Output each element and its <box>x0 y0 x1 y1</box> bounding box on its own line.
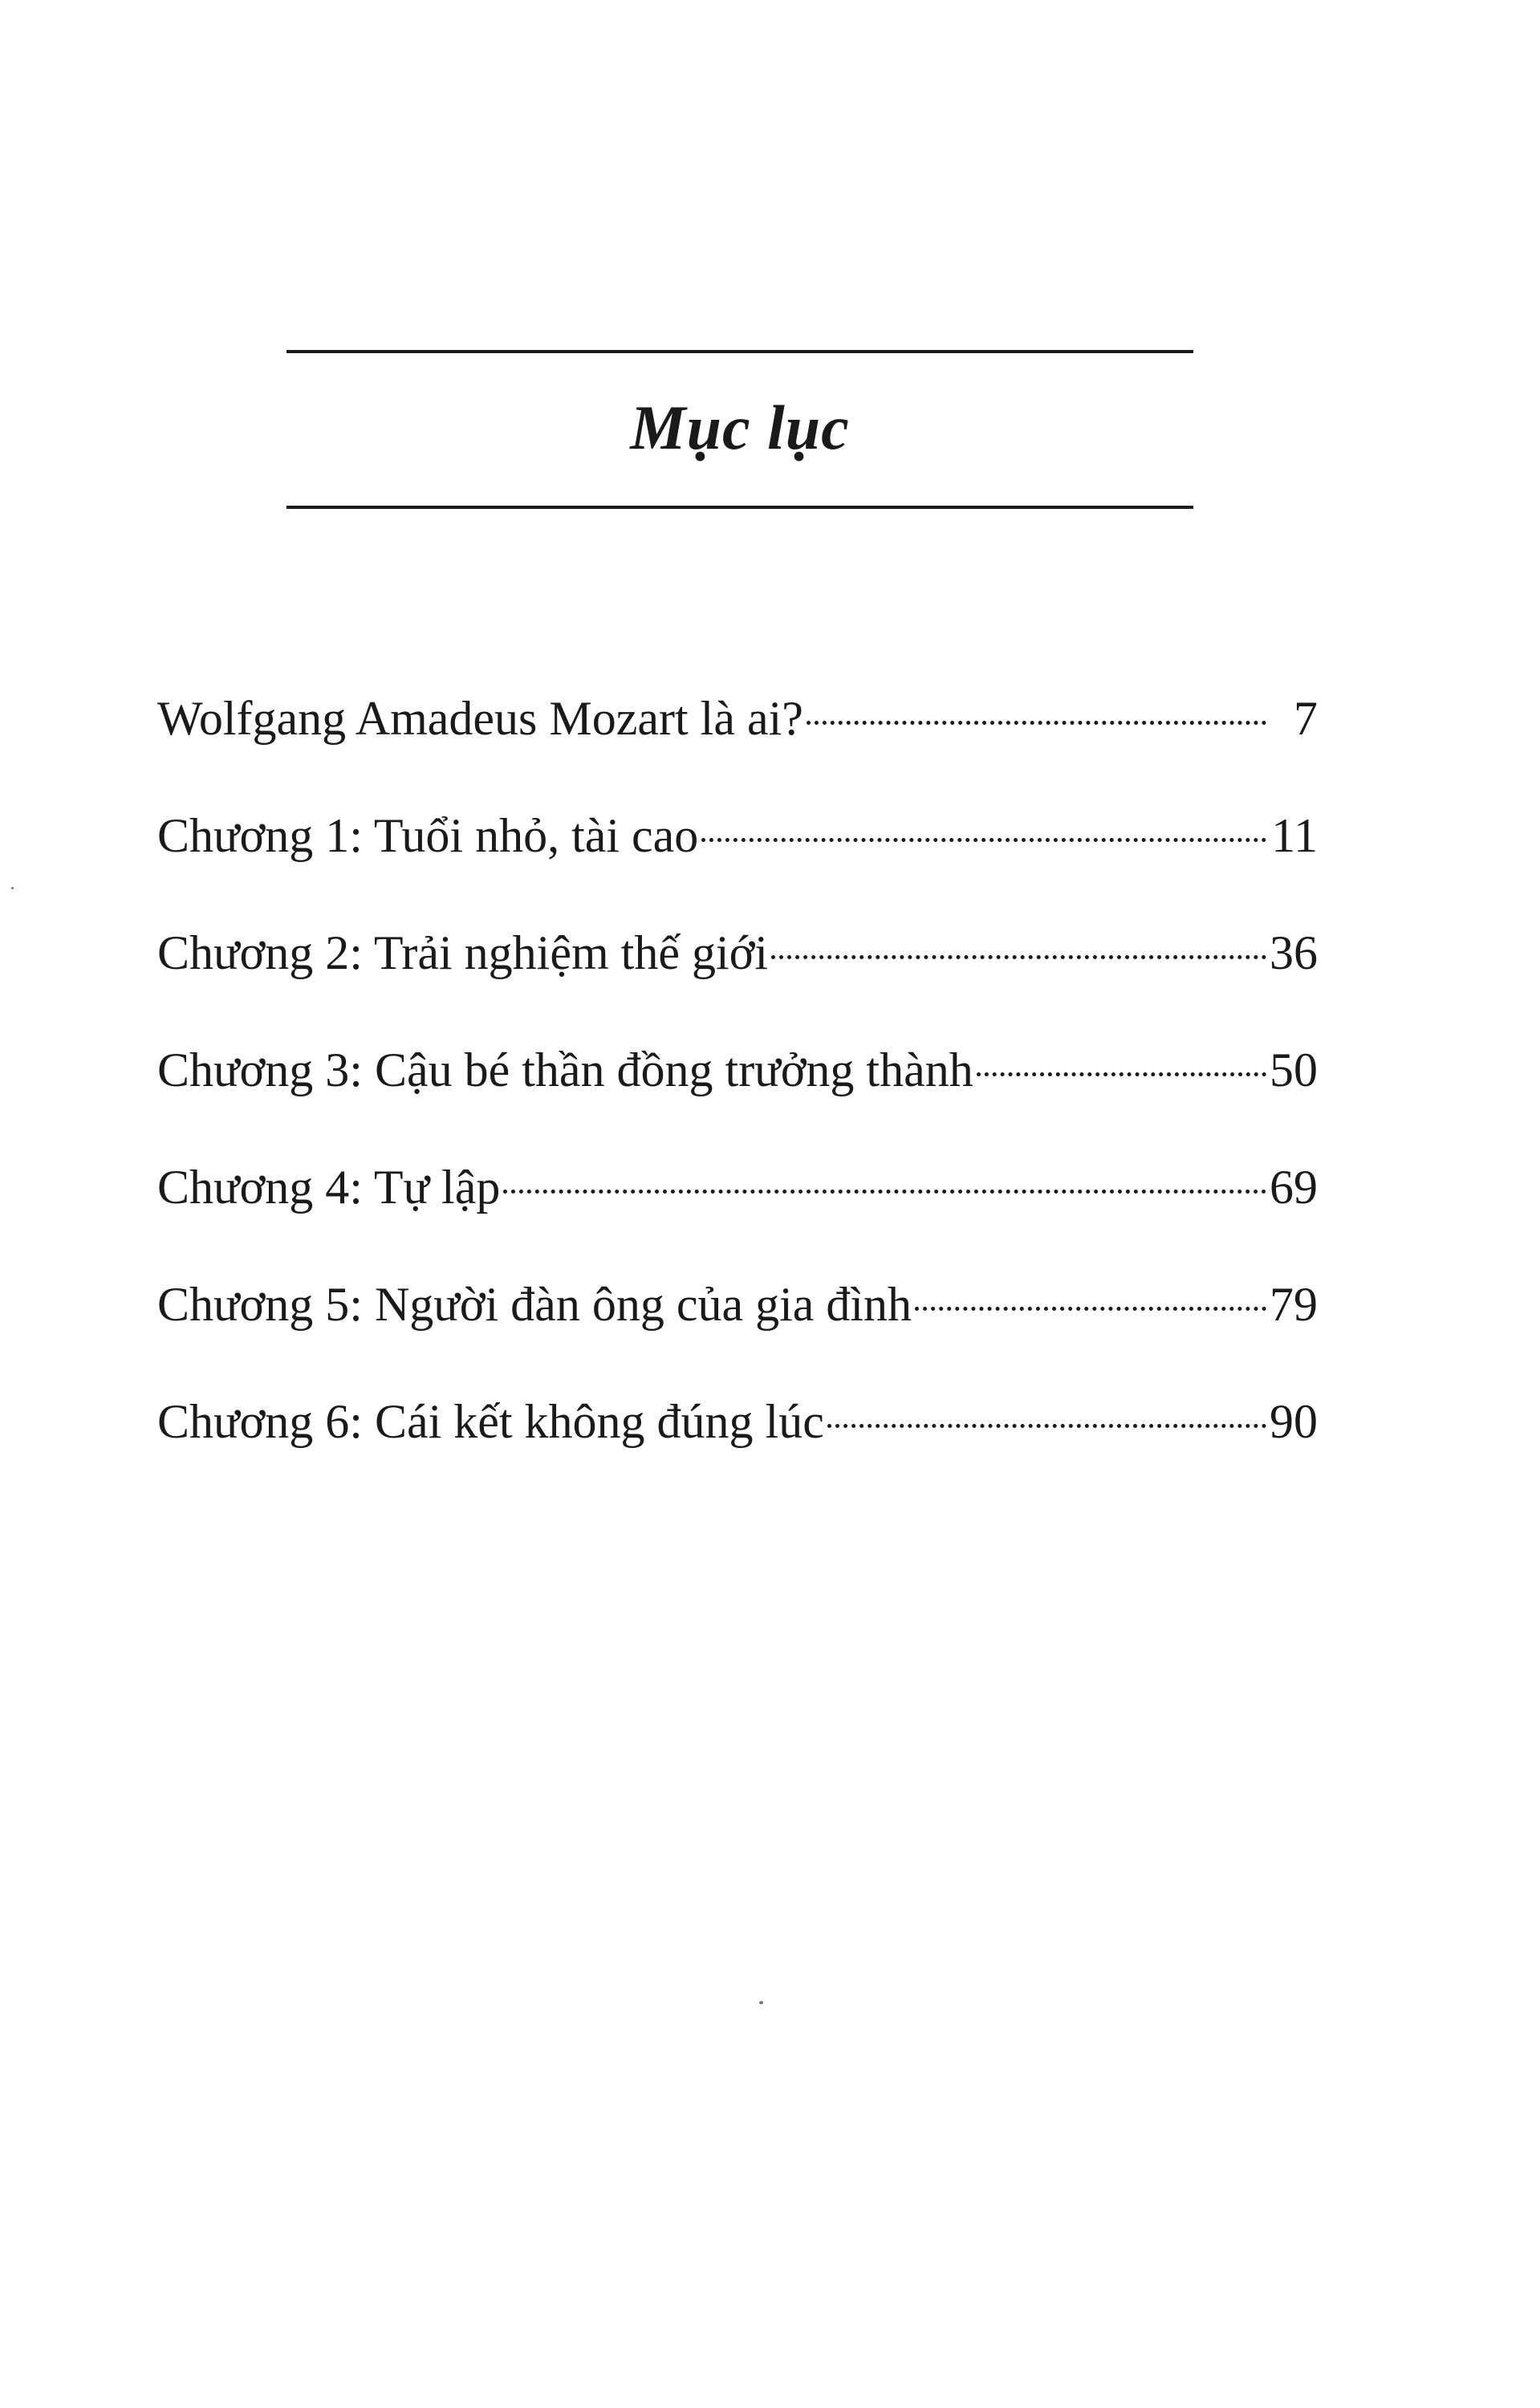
toc-entry-label: Chương 3: Cậu bé thần đồng trưởng thành <box>157 1043 973 1096</box>
toc-entry-page: 79 <box>1270 1278 1318 1331</box>
toc-entry-label: Chương 2: Trải nghiệm thế giới <box>157 926 769 979</box>
toc-entry-page: 90 <box>1270 1395 1318 1448</box>
toc-entry-label: Wolfgang Amadeus Mozart là ai? <box>157 692 803 745</box>
toc-leader-dots <box>807 721 1266 725</box>
toc-entry-page: 69 <box>1270 1161 1318 1214</box>
toc-entry[interactable] <box>157 1381 1318 1499</box>
toc-entry-label: Chương 1: Tuổi nhỏ, tài cao <box>157 809 699 862</box>
toc-entry-page: 11 <box>1271 809 1318 862</box>
title-rule-bottom <box>286 506 1193 509</box>
toc-entry[interactable] <box>157 795 1318 913</box>
toc-entry-label: Chương 6: Cái kết không đúng lúc <box>157 1395 824 1448</box>
paper-speck <box>11 887 14 889</box>
toc-entry-page: 7 <box>1294 692 1318 745</box>
table-of-contents <box>157 678 1318 1499</box>
page-title: Mục lục <box>630 393 850 462</box>
toc-leader-dots <box>701 838 1266 842</box>
toc-leader-dots <box>827 1424 1266 1428</box>
toc-entry[interactable] <box>157 913 1318 1030</box>
title-rule-top <box>286 350 1193 353</box>
toc-entry[interactable] <box>157 678 1318 795</box>
toc-leader-dots <box>977 1072 1266 1076</box>
toc-entry-page: 50 <box>1270 1043 1318 1096</box>
toc-leader-dots <box>503 1190 1266 1194</box>
toc-entry[interactable] <box>157 1264 1318 1381</box>
paper-speck <box>759 2001 763 2004</box>
toc-entry-label: Chương 5: Người đàn ông của gia đình <box>157 1278 912 1331</box>
toc-entry-label: Chương 4: Tự lập <box>157 1161 501 1214</box>
toc-leader-dots <box>771 955 1266 959</box>
toc-entry[interactable] <box>157 1030 1318 1147</box>
toc-leader-dots <box>915 1307 1266 1311</box>
toc-entry[interactable] <box>157 1147 1318 1264</box>
toc-entry-page: 36 <box>1270 926 1318 979</box>
